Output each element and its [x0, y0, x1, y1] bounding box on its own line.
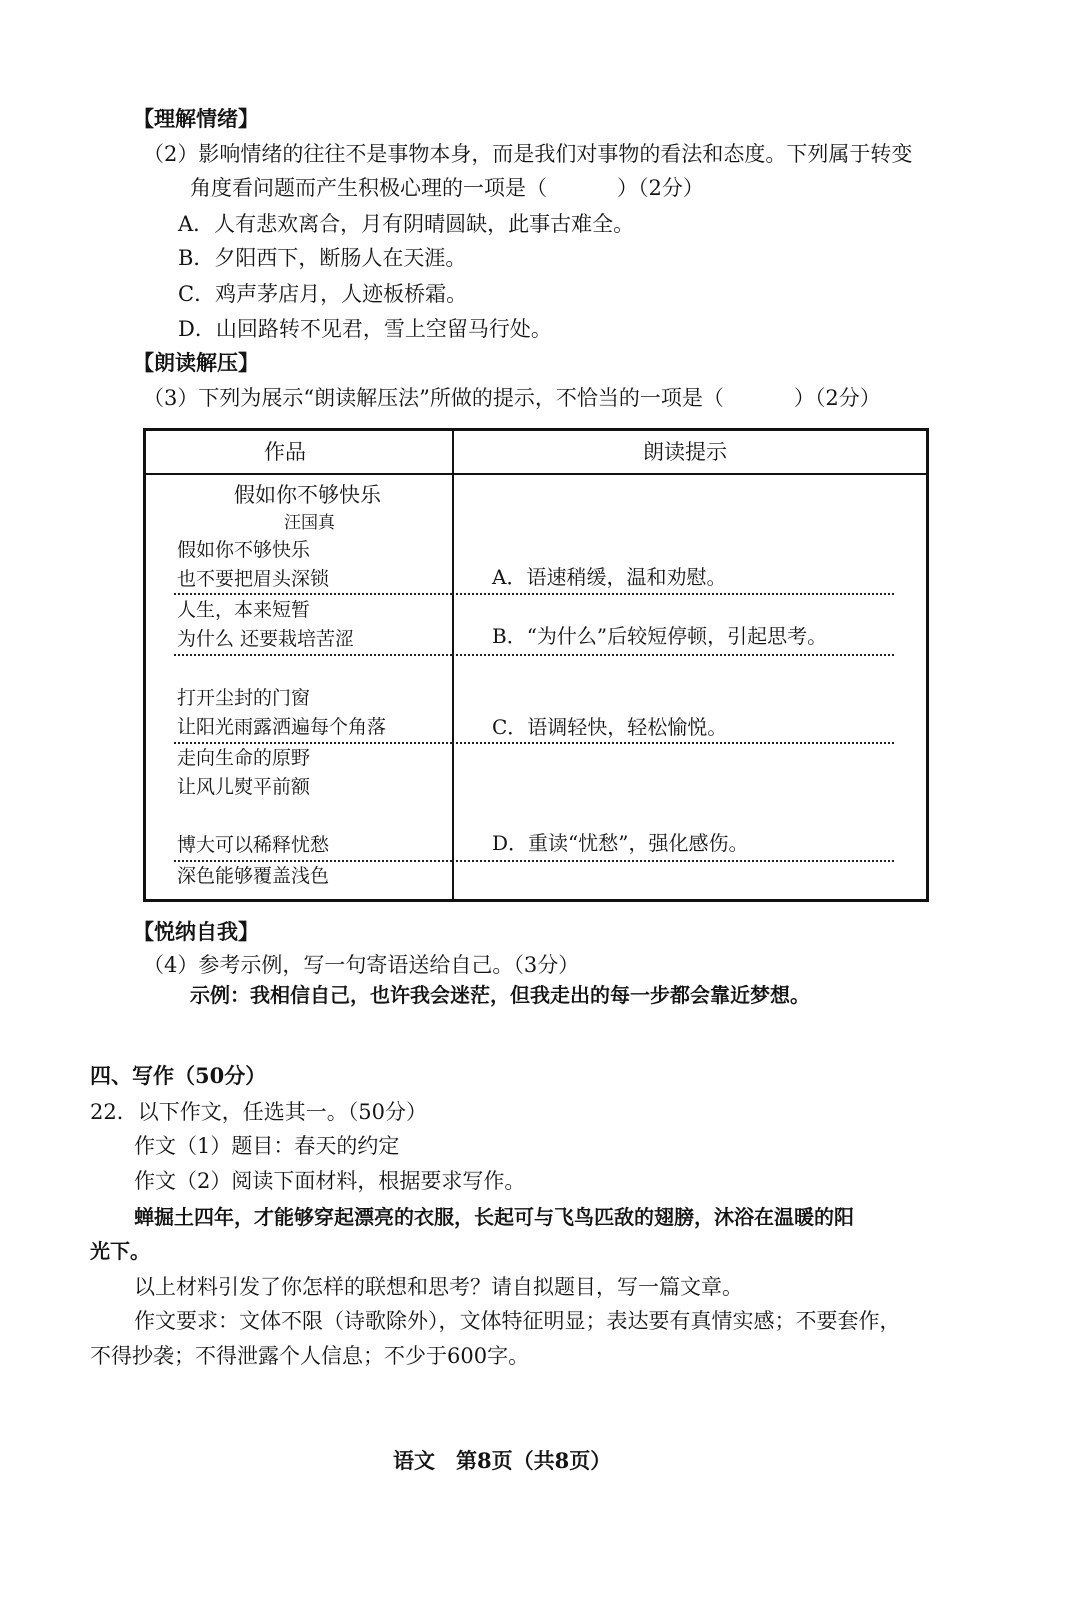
question-2-line2: 角度看问题而产生积极心理的一项是（ ）（2分）	[190, 176, 704, 200]
tip-b: B．“为什么”后较短停顿，引起思考。	[492, 624, 828, 648]
poem-author: 汪国真	[284, 513, 335, 533]
option-c: C．鸡声茅店月，人迹板桥霜。	[178, 282, 468, 306]
section-heading-accept: 【悦纳自我】	[133, 919, 259, 944]
option-d: D．山回路转不见君，雪上空留马行处。	[178, 317, 552, 341]
question-4: （4）参考示例，写一句寄语送给自己。（3分）	[143, 953, 580, 977]
table-header-works: 作品	[264, 440, 306, 464]
row-divider	[174, 593, 452, 595]
material-line-2: 光下。	[90, 1239, 150, 1263]
poem-line: 让风儿熨平前额	[177, 776, 311, 798]
question-3: （3）下列为展示“朗读解压法”所做的提示，不恰当的一项是（ ）（2分）	[143, 386, 881, 410]
writing-prompt: 以上材料引发了你怎样的联想和思考？请自拟题目，写一篇文章。	[134, 1275, 743, 1299]
requirements-line-1: 作文要求：文体不限（诗歌除外），文体特征明显；表达要有真情实感；不要套作，	[134, 1309, 901, 1333]
table-column-divider	[452, 431, 454, 899]
material-line-1: 蝉掘土四年，才能够穿起漂亮的衣服，长起可与飞鸟匹敌的翅膀，沐浴在温暖的阳	[134, 1205, 854, 1229]
poem-title: 假如你不够快乐	[234, 483, 381, 507]
row-divider	[452, 860, 894, 862]
section-heading-understand: 【理解情绪】	[133, 106, 259, 131]
poem-line: 博大可以稀释忧愁	[177, 834, 330, 856]
question-22: 22．以下作文，任选其一。（50分）	[90, 1100, 427, 1124]
option-b: B．夕阳西下，断肠人在天涯。	[178, 246, 467, 270]
poem-line: 走向生命的原野	[177, 747, 311, 769]
writing-heading: 四、写作（50分）	[90, 1063, 267, 1088]
poem-line: 打开尘封的门窗	[177, 687, 311, 709]
table-header-tips: 朗读提示	[643, 440, 727, 464]
tip-d: D．重读“忧愁”，强化感伤。	[492, 831, 749, 855]
page-footer: 语文 第8页（共8页）	[393, 1448, 612, 1473]
tip-c: C．语调轻快，轻松愉悦。	[492, 715, 728, 739]
reading-table	[143, 428, 929, 902]
section-heading-reading: 【朗读解压】	[133, 350, 259, 375]
poem-line: 为什么 还要栽培苦涩	[177, 628, 355, 650]
row-divider	[452, 593, 894, 595]
table-header-divider	[146, 473, 926, 475]
option-a: A．人有悲欢离合，月有阴晴圆缺，此事古难全。	[178, 212, 635, 236]
poem-line: 也不要把眉头深锁	[177, 568, 330, 590]
row-divider	[174, 654, 452, 656]
poem-line: 人生，本来短暂	[177, 599, 311, 621]
row-divider	[452, 654, 894, 656]
example-text: 示例：我相信自己，也许我会迷茫，但我走出的每一步都会靠近梦想。	[190, 983, 810, 1007]
requirements-line-2: 不得抄袭；不得泄露个人信息；不少于600字。	[90, 1344, 530, 1368]
essay-option-2: 作文（2）阅读下面材料，根据要求写作。	[134, 1169, 526, 1193]
poem-line: 让阳光雨露洒遍每个角落	[177, 716, 387, 738]
poem-line: 假如你不够快乐	[177, 539, 311, 561]
row-divider	[452, 742, 894, 744]
poem-line: 深色能够覆盖浅色	[177, 865, 330, 887]
tip-a: A．语速稍缓，温和劝慰。	[492, 565, 727, 589]
question-2-line1: （2）影响情绪的往往不是事物本身，而是我们对事物的看法和态度。下列属于转变	[143, 142, 913, 166]
essay-option-1: 作文（1）题目：春天的约定	[134, 1134, 400, 1158]
